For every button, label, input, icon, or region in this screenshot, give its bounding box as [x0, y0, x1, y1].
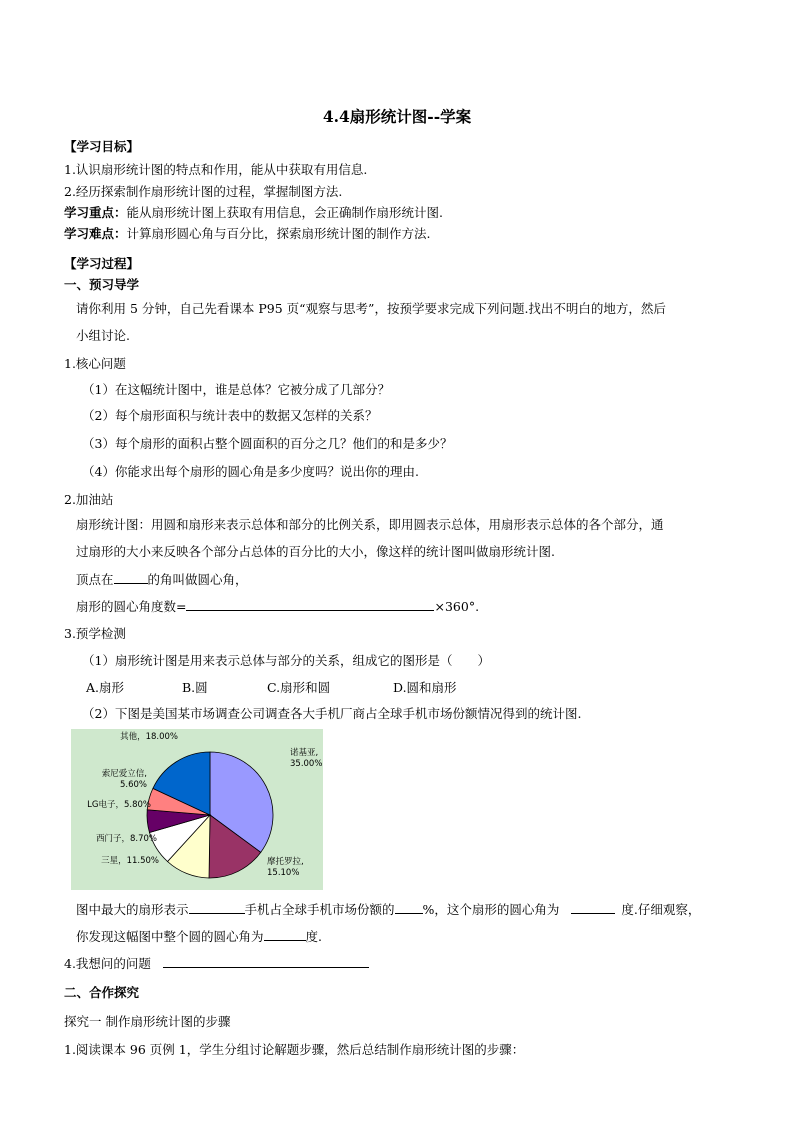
question-3: （3）每个扇形的面积占整个圆面积的百分之几？他们的和是多少？	[82, 436, 453, 451]
fill-blank-percent[interactable]	[395, 901, 423, 914]
goals-header: 【学习目标】	[64, 139, 140, 154]
question-1: （1）在这幅统计图中，谁是总体？它被分成了几部分？	[82, 382, 390, 397]
key-point-text: 能从扇形统计图上获取有用信息，会正确制作扇形统计图.	[126, 205, 443, 220]
read-line: 1.阅读课本 96 页例 1，学生分组讨论解题步骤，然后总结制作扇形统计图的步骤：	[64, 1042, 525, 1057]
goal-1: 1.认识扇形统计图的特点和作用，能从中获取有用信息.	[64, 162, 368, 177]
pie-label	[267, 856, 304, 878]
fill-blank-company[interactable]	[189, 901, 245, 914]
pie-label	[102, 768, 147, 790]
pie-label: 三星，11.50%	[101, 856, 159, 866]
option-d[interactable]: D.圆和扇形	[393, 680, 457, 695]
intro-line-1: 请你利用 5 分钟，自己先看课本 P95 页“观察与思考”，按预学要求完成下列问题.找出不明白的地方，然后	[76, 301, 666, 316]
vertex-line: 顶点在 的角叫做圆心角，	[76, 572, 248, 587]
difficult-point-text: 计算扇形圆心角与百分比，探索扇形统计图的制作方法.	[126, 226, 431, 241]
goal-2: 2.经历探索制作扇形统计图的过程，掌握制图方法.	[64, 184, 343, 199]
key-point	[64, 205, 443, 221]
page-title: 4.4扇形统计图--学案	[322, 107, 472, 126]
pie-chart	[71, 729, 323, 890]
pie-label-name: 摩托罗拉,	[267, 857, 304, 867]
formula-blank[interactable]	[186, 598, 434, 611]
pie-label: LG电子，5.80%	[87, 800, 151, 810]
pie-label	[290, 747, 322, 769]
option-c[interactable]: C.扇形和圆	[267, 680, 331, 695]
vertex-blank[interactable]	[114, 571, 148, 584]
key-point-label: 学习重点：	[64, 205, 127, 220]
angle-formula: 扇形的圆心角度数= ×360°.	[76, 599, 480, 614]
section-2-title: 二、合作探究	[64, 985, 140, 1000]
pie-chart-svg	[71, 729, 323, 890]
explore-1-title: 探究一 制作扇形统计图的步骤	[64, 1014, 231, 1029]
pie-label-name: 诺基亚,	[290, 748, 319, 758]
pie-label-value: 5.60%	[119, 780, 147, 790]
pie-label-name: 索尼爱立信,	[101, 769, 147, 779]
option-a[interactable]: A.扇形	[86, 680, 125, 695]
intro-line-2: 小组讨论.	[76, 328, 130, 343]
check-question-2: （2）下图是美国某市场调查公司调查各大手机厂商占全球手机市场份额情况得到的统计图.	[82, 706, 582, 721]
pie-label: 其他，18.00%	[120, 732, 178, 742]
pie-label-value: 15.10%	[267, 868, 300, 878]
fill-blank-angle[interactable]	[571, 901, 615, 914]
definition-line-1: 扇形统计图：用圆和扇形来表示总体和部分的比例关系，即用圆表示总体，用扇形表示总体的各个部分，通	[76, 517, 664, 532]
ask-line: 4.我想问的问题	[64, 955, 369, 972]
section-1-title: 一、预习导学	[64, 277, 140, 292]
core-title: 1.核心问题	[64, 356, 126, 371]
ask-blank[interactable]	[163, 955, 369, 968]
difficult-point	[64, 226, 431, 242]
add-title: 2.加油站	[64, 492, 114, 507]
question-2: （2）每个扇形面积与统计表中的数据又怎样的关系？	[82, 408, 378, 423]
check-question-1: （1）扇形统计图是用来表示总体与部分的关系，组成它的图形是（ ）	[82, 653, 490, 668]
question-4: （4）你能求出每个扇形的圆心角是多少度吗？说出你的理由.	[82, 464, 419, 479]
pie-label-value: 35.00%	[290, 759, 323, 769]
fill-line-2: 你发现这幅图中整个圆的圆心角为 度.	[76, 929, 322, 944]
option-b[interactable]: B.圆	[182, 680, 208, 695]
process-header: 【学习过程】	[64, 256, 140, 271]
fill-blank-total-angle[interactable]	[264, 928, 306, 941]
fill-line-1: 图中最大的扇形表示 手机占全球手机市场份额的 %，这个扇形的圆心角为 度.仔细观察，	[76, 902, 701, 917]
check-title: 3.预学检测	[64, 626, 126, 641]
pie-label: 西门子，8.70%	[95, 834, 157, 844]
difficult-point-label: 学习难点：	[64, 226, 127, 241]
definition-line-2: 过扇形的大小来反映各个部分占总体的百分比的大小，像这样的统计图叫做扇形统计图.	[76, 544, 555, 559]
